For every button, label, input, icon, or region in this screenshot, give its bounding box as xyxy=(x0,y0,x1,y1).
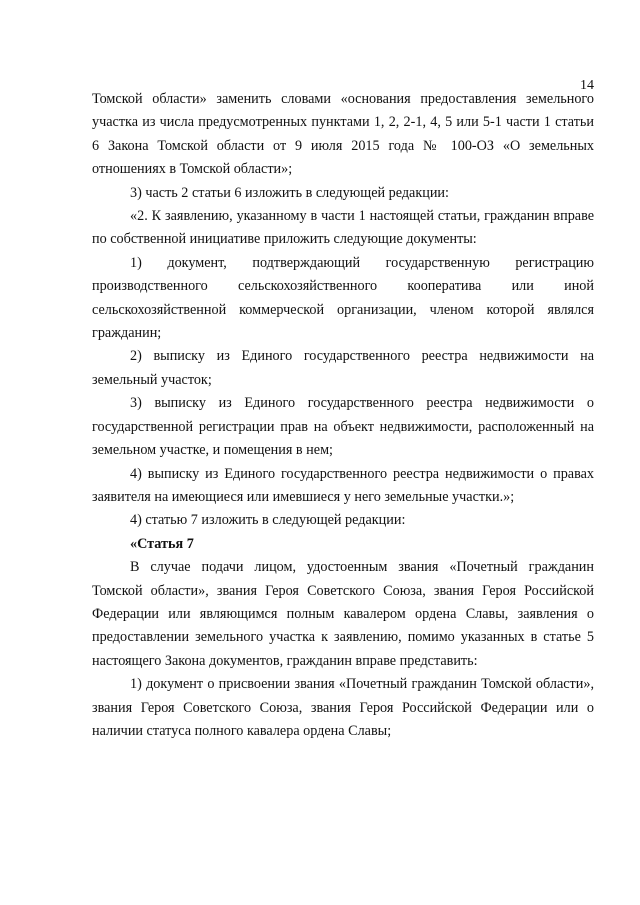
article-heading: «Статья 7 xyxy=(130,535,194,552)
list-item-document-1: 1) документ, подтверждающий государственную регистрацию производственного сельскохозяйственного кооператива или иной сельскохозяйственной коммерческой организации, членом которой являлся гражданин; xyxy=(92,254,594,342)
paragraph-amendment-3: 3) часть 2 статьи 6 изложить в следующей редакции: xyxy=(130,184,449,201)
paragraph-continuation: Томской области» заменить словами «основания предоставления земельного участка из числа предусмотренных пунктами 1, 2, 2-1, 4, 5 или 5-1 части 1 статьи 6 Закона Томской области от 9 июля 2015 года № 100-ОЗ «О земельных отношениях в Томской области»; xyxy=(92,91,594,178)
list-item-document-3: 3) выписку из Единого государственного реестра недвижимости о государственной регистрации прав на объект недвижимости, расположенный на земельном участке, и помещения в нем; xyxy=(92,395,594,459)
document-body xyxy=(92,88,594,743)
page-number: 14 xyxy=(580,78,594,93)
list-item-document-2: 2) выписку из Единого государственного реестра недвижимости на земельный участок; xyxy=(92,348,594,388)
list-item-document-4: 4) выписку из Единого государственного реестра недвижимости о правах заявителя на имеющиеся или имевшиеся у него земельные участки.»; xyxy=(92,465,594,505)
paragraph-article-7-body: В случае подачи лицом, удостоенным звания «Почетный гражданин Томской области», звания Героя Советского Союза, звания Героя Российской Федерации или являющимся полным кавалером ордена Славы, заявления о предоставлении земельного участка к заявлению, помимо указанных в статье 5 настоящего Закона документов, гражданин вправе представить: xyxy=(92,559,594,669)
list-item-article-7-1: 1) документ о присвоении звания «Почетный гражданин Томской области», звания Героя Советского Союза, звания Героя Российской Федерации или о наличии статуса полного кавалера ордена Славы; xyxy=(92,676,594,739)
paragraph-amendment-4: 4) статью 7 изложить в следующей редакции: xyxy=(130,512,406,529)
paragraph-part-2-intro: «2. К заявлению, указанному в части 1 настоящей статьи, гражданин вправе по собственной инициативе приложить следующие документы: xyxy=(92,208,594,248)
